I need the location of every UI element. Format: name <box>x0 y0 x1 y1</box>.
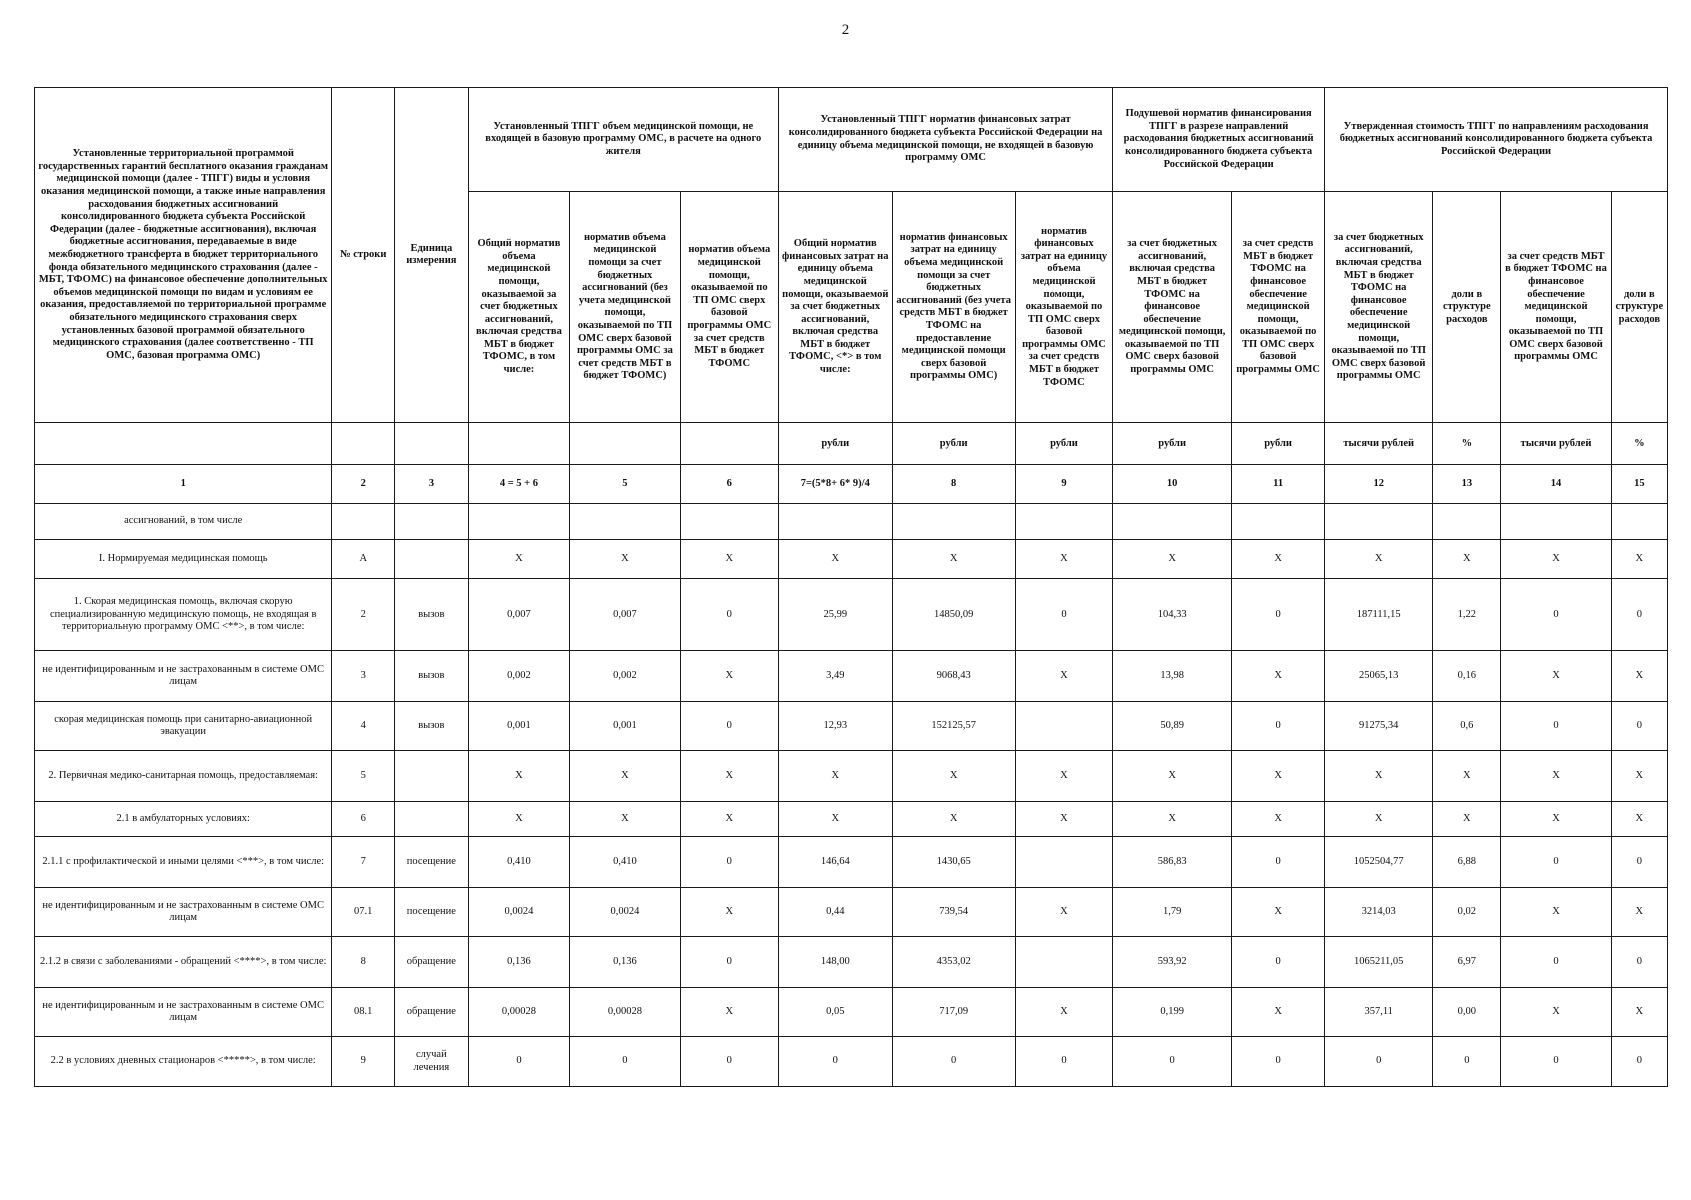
table-cell: 0,007 <box>570 579 680 651</box>
table-cell: 0 <box>1501 937 1611 988</box>
table-cell: Х <box>1015 539 1112 579</box>
table-row <box>35 937 1668 988</box>
table-cell: 1,22 <box>1433 579 1501 651</box>
header-sub: за счет средств МБТ в бюджет ТФОМС на финансовое обеспечение медицинской помощи, оказываемой по ТП ОМС сверх базовой программы ОМС <box>1232 192 1325 423</box>
table-cell: Х <box>1232 651 1325 702</box>
table-cell <box>395 801 469 836</box>
table-cell: 2 <box>332 579 395 651</box>
table-cell: 586,83 <box>1113 837 1232 888</box>
table-cell: Х <box>680 539 778 579</box>
table-cell: 0 <box>680 1037 778 1087</box>
table-cell: Х <box>1501 887 1611 936</box>
table-cell <box>1113 504 1232 539</box>
table-cell <box>1433 504 1501 539</box>
table-cell: 593,92 <box>1113 937 1232 988</box>
table-cell: Х <box>892 539 1015 579</box>
table-cell: 0,002 <box>468 651 570 702</box>
table-cell: 0 <box>1232 937 1325 988</box>
table-cell: 0,410 <box>468 837 570 888</box>
table-cell: случай лечения <box>395 1037 469 1087</box>
table-cell: вызов <box>395 579 469 651</box>
table-cell <box>395 539 469 579</box>
table-cell: вызов <box>395 651 469 702</box>
table-cell: 0 <box>1611 837 1667 888</box>
table-cell: 0,136 <box>468 937 570 988</box>
table-cell: 0 <box>1113 1037 1232 1087</box>
table-row <box>35 837 1668 888</box>
table-cell <box>680 504 778 539</box>
table-cell: 717,09 <box>892 987 1015 1036</box>
table-row <box>35 539 1668 579</box>
table-cell: Х <box>1113 751 1232 802</box>
table-cell: 0,007 <box>468 579 570 651</box>
row-label: 2. Первичная медико-санитарная помощь, предоставляемая: <box>35 751 332 802</box>
table-cell: 1430,65 <box>892 837 1015 888</box>
table-cell: Х <box>570 751 680 802</box>
table-cell <box>1325 504 1433 539</box>
header-sub: норматив объема медицинской помощи, оказываемой по ТП ОМС сверх базовой программы ОМС за счет средств МБТ в бюджет ТФОМС <box>680 192 778 423</box>
column-number: 4 = 5 + 6 <box>468 465 570 504</box>
table-cell: 152125,57 <box>892 701 1015 750</box>
table-cell: 357,11 <box>1325 987 1433 1036</box>
table-cell <box>1015 701 1112 750</box>
column-number: 3 <box>395 465 469 504</box>
row-label: не идентифицированным и не застрахованным в системе ОМС лицам <box>35 651 332 702</box>
table-cell: Х <box>1325 539 1433 579</box>
table-cell: Х <box>1501 651 1611 702</box>
column-number: 6 <box>680 465 778 504</box>
table-cell: Х <box>680 887 778 936</box>
unit-cell <box>570 423 680 465</box>
table-cell: 4 <box>332 701 395 750</box>
table-cell: 148,00 <box>778 937 892 988</box>
table-cell: Х <box>1232 801 1325 836</box>
table-cell: 0,199 <box>1113 987 1232 1036</box>
table-cell: 3 <box>332 651 395 702</box>
row-label: 2.1.1 с профилактической и иными целями <***>, в том числе: <box>35 837 332 888</box>
unit-cell <box>680 423 778 465</box>
table-row <box>35 579 1668 651</box>
unit-cell: рубли <box>778 423 892 465</box>
table-cell: 6,88 <box>1433 837 1501 888</box>
table-cell: Х <box>680 801 778 836</box>
table-cell: 0,410 <box>570 837 680 888</box>
table-cell: 5 <box>332 751 395 802</box>
column-number: 12 <box>1325 465 1433 504</box>
column-number: 5 <box>570 465 680 504</box>
table-cell: Х <box>1232 987 1325 1036</box>
table-cell: 0,00 <box>1433 987 1501 1036</box>
unit-cell: % <box>1433 423 1501 465</box>
table-row <box>35 801 1668 836</box>
table-cell <box>1501 504 1611 539</box>
table-cell: Х <box>1611 987 1667 1036</box>
table-cell: Х <box>680 987 778 1036</box>
row-label: 2.1 в амбулаторных условиях: <box>35 801 332 836</box>
unit-cell <box>395 423 469 465</box>
table-cell: Х <box>1015 651 1112 702</box>
table-cell: Х <box>1232 539 1325 579</box>
table-cell: 25065,13 <box>1325 651 1433 702</box>
table-cell: 1065211,05 <box>1325 937 1433 988</box>
table-cell: обращение <box>395 937 469 988</box>
row-label: не идентифицированным и не застрахованным в системе ОМС лицам <box>35 887 332 936</box>
table-cell: Х <box>468 751 570 802</box>
table-cell: Х <box>892 801 1015 836</box>
table-cell: Х <box>1113 539 1232 579</box>
table-cell: Х <box>1232 887 1325 936</box>
table-cell: 50,89 <box>1113 701 1232 750</box>
unit-cell: тысячи рублей <box>1501 423 1611 465</box>
unit-cell <box>468 423 570 465</box>
table-cell: 0,02 <box>1433 887 1501 936</box>
unit-cell: рубли <box>892 423 1015 465</box>
header-unit: Единица измерения <box>395 88 469 423</box>
table-cell: 0 <box>1501 837 1611 888</box>
table-cell: Х <box>1611 651 1667 702</box>
table-cell: 739,54 <box>892 887 1015 936</box>
table-row <box>35 751 1668 802</box>
table-cell: 0,001 <box>570 701 680 750</box>
table-cell: 0 <box>1611 701 1667 750</box>
header-sub: за счет средств МБТ в бюджет ТФОМС на финансовое обеспечение медицинской помощи, оказываемой по ТП ОМС сверх базовой программы ОМС <box>1501 192 1611 423</box>
table-cell: 3214,03 <box>1325 887 1433 936</box>
budget-table <box>34 87 1668 1087</box>
table-row <box>35 1037 1668 1087</box>
table-cell <box>1015 837 1112 888</box>
table-cell: 0 <box>680 579 778 651</box>
table-cell: Х <box>570 539 680 579</box>
table-cell: 07.1 <box>332 887 395 936</box>
table-cell: 0,002 <box>570 651 680 702</box>
table-cell: Х <box>1611 751 1667 802</box>
table-cell: Х <box>1325 801 1433 836</box>
table-cell: 0 <box>1015 1037 1112 1087</box>
column-number: 9 <box>1015 465 1112 504</box>
table-cell: вызов <box>395 701 469 750</box>
header-row-num: № строки <box>332 88 395 423</box>
table-cell: Х <box>1113 801 1232 836</box>
table-cell <box>395 504 469 539</box>
table-cell: 0,0024 <box>468 887 570 936</box>
table-cell: Х <box>1015 887 1112 936</box>
table-cell: 0,16 <box>1433 651 1501 702</box>
row-label: ассигнований, в том числе <box>35 504 332 539</box>
table-cell: 0 <box>1232 1037 1325 1087</box>
row-label: 2.2 в условиях дневных стационаров <*****>, в том числе: <box>35 1037 332 1087</box>
table-cell: Х <box>778 751 892 802</box>
header-sub: за счет бюджетных ассигнований, включая средства МБТ в бюджет ТФОМС на финансовое обеспечение медицинской помощи, оказываемой по ТП ОМС сверх базовой программы ОМС <box>1325 192 1433 423</box>
column-number: 2 <box>332 465 395 504</box>
table-cell: 13,98 <box>1113 651 1232 702</box>
header-sub: доли в структуре расходов <box>1611 192 1667 423</box>
unit-cell <box>35 423 332 465</box>
table-cell <box>570 504 680 539</box>
table-cell: 0 <box>1232 837 1325 888</box>
table-cell: 0 <box>680 937 778 988</box>
table-cell: 0 <box>1501 701 1611 750</box>
unit-cell: рубли <box>1015 423 1112 465</box>
table-cell: Х <box>1611 539 1667 579</box>
unit-cell: % <box>1611 423 1667 465</box>
table-cell: Х <box>1433 801 1501 836</box>
table-row <box>35 701 1668 750</box>
header-first-col: Установленные территориальной программой государственных гарантий бесплатного оказания гражданам медицинской помощи (далее - ТПГГ) виды и условия оказания медицинской помощи, а также иные направления расходования бюджетных ассигнований консолидированного бюджета субъекта Российской Федерации (далее - бюджетные ассигнования), включая бюджетные ассигнования, передаваемые в виде межбюджетного трансферта в бюджет территориального фонда обязательного медицинского страхования (далее - МБТ, ТФОМС) на финансовое обеспечение дополнительных объемов медицинской помощи по видам и условиям ее оказания, предоставляемой по территориальной программе обязательного медицинского страхования сверх установленных базовой программой обязательного медицинского страхования (далее соответственно - ТП ОМС, базовая программа ОМС) <box>35 88 332 423</box>
table-cell: 0,44 <box>778 887 892 936</box>
column-number: 14 <box>1501 465 1611 504</box>
table-cell <box>892 504 1015 539</box>
table-cell: посещение <box>395 837 469 888</box>
table-cell: 0,6 <box>1433 701 1501 750</box>
header-group-volume: Установленный ТПГГ объем медицинской помощи, не входящей в базовую программу ОМС, в расчете на одного жителя <box>468 88 778 192</box>
table-cell <box>395 751 469 802</box>
column-number: 1 <box>35 465 332 504</box>
row-label: не идентифицированным и не застрахованным в системе ОМС лицам <box>35 987 332 1036</box>
table-cell: Х <box>680 751 778 802</box>
table-cell: Х <box>570 801 680 836</box>
table-cell: 1052504,77 <box>1325 837 1433 888</box>
table-cell: посещение <box>395 887 469 936</box>
table-cell: 0 <box>680 701 778 750</box>
table-cell: 9068,43 <box>892 651 1015 702</box>
table-cell: 3,49 <box>778 651 892 702</box>
header-sub: доли в структуре расходов <box>1433 192 1501 423</box>
table-cell: 12,93 <box>778 701 892 750</box>
table-cell: 0,136 <box>570 937 680 988</box>
table-cell: Х <box>1433 539 1501 579</box>
table-cell: 0 <box>892 1037 1015 1087</box>
table-cell: 0 <box>1232 579 1325 651</box>
table-cell: 0 <box>570 1037 680 1087</box>
row-label: 2.1.2 в связи с заболеваниями - обращений <****>, в том числе: <box>35 937 332 988</box>
table-cell: Х <box>1611 887 1667 936</box>
unit-cell: рубли <box>1232 423 1325 465</box>
table-cell: Х <box>1501 801 1611 836</box>
column-number: 11 <box>1232 465 1325 504</box>
table-cell: 7 <box>332 837 395 888</box>
table-cell: 0 <box>468 1037 570 1087</box>
table-cell: Х <box>892 751 1015 802</box>
header-sub: норматив финансовых затрат на единицу объема медицинской помощи за счет бюджетных ассигнований (без учета средств МБТ в бюджет ТФОМС на предоставление медицинской помощи сверх базовой программы ОМС) <box>892 192 1015 423</box>
table-cell: 9 <box>332 1037 395 1087</box>
table-row <box>35 887 1668 936</box>
table-cell: 0,001 <box>468 701 570 750</box>
page-number: 2 <box>841 22 850 38</box>
table-cell: 146,64 <box>778 837 892 888</box>
column-number: 8 <box>892 465 1015 504</box>
table-cell: Х <box>1015 987 1112 1036</box>
table-cell: 0 <box>1611 1037 1667 1087</box>
table-cell: обращение <box>395 987 469 1036</box>
table-cell: 0,00028 <box>468 987 570 1036</box>
table-cell: 1,79 <box>1113 887 1232 936</box>
table-cell: 0 <box>1501 1037 1611 1087</box>
table-row <box>35 504 1668 539</box>
table-cell: Х <box>1501 987 1611 1036</box>
header-sub: норматив объема медицинской помощи за счет бюджетных ассигнований (без учета медицинской помощи, оказываемой по ТП ОМС сверх базовой программы ОМС за счет средств МБТ в бюджет ТФОМС) <box>570 192 680 423</box>
table-cell: 4353,02 <box>892 937 1015 988</box>
table-cell: 25,99 <box>778 579 892 651</box>
table-cell: 6,97 <box>1433 937 1501 988</box>
row-label: I. Нормируемая медицинская помощь <box>35 539 332 579</box>
table-cell <box>1232 504 1325 539</box>
table-cell <box>468 504 570 539</box>
table-cell: 0,00028 <box>570 987 680 1036</box>
table-cell: Х <box>468 801 570 836</box>
table-cell: Х <box>778 539 892 579</box>
table-cell: Х <box>778 801 892 836</box>
table-cell: 187111,15 <box>1325 579 1433 651</box>
column-number: 13 <box>1433 465 1501 504</box>
table-cell: 0 <box>1015 579 1112 651</box>
unit-cell: рубли <box>1113 423 1232 465</box>
table-cell: Х <box>1501 539 1611 579</box>
table-cell: 14850,09 <box>892 579 1015 651</box>
header-sub: норматив финансовых затрат на единицу объема медицинской помощи, оказываемой по ТП ОМС сверх базовой программы ОМС за счет средств МБТ в бюджет ТФОМС <box>1015 192 1112 423</box>
table-cell: 104,33 <box>1113 579 1232 651</box>
table-cell: Х <box>1433 751 1501 802</box>
table-cell: 08.1 <box>332 987 395 1036</box>
table-row <box>35 987 1668 1036</box>
column-number: 10 <box>1113 465 1232 504</box>
table-cell: Х <box>1232 751 1325 802</box>
table-cell: Х <box>1015 801 1112 836</box>
table-cell <box>778 504 892 539</box>
table-cell: 8 <box>332 937 395 988</box>
table-cell: 0,0024 <box>570 887 680 936</box>
table-cell: Х <box>1501 751 1611 802</box>
table-cell: 0 <box>778 1037 892 1087</box>
table-cell: 0,05 <box>778 987 892 1036</box>
column-number: 15 <box>1611 465 1667 504</box>
table-cell: 0 <box>1325 1037 1433 1087</box>
table-cell <box>1611 504 1667 539</box>
table-cell: Х <box>468 539 570 579</box>
table-cell: Х <box>1325 751 1433 802</box>
row-label: скорая медицинская помощь при санитарно-авиационной эвакуации <box>35 701 332 750</box>
header-sub: за счет бюджетных ассигнований, включая средства МБТ в бюджет ТФОМС на финансовое обеспечение медицинской помощи, оказываемой по ТП ОМС сверх базовой программы ОМС <box>1113 192 1232 423</box>
header-sub: Общий норматив объема медицинской помощи, оказываемой за счет бюджетных ассигнований, включая средства МБТ в бюджет ТФОМС, в том числе: <box>468 192 570 423</box>
table-cell: 0 <box>680 837 778 888</box>
table-cell: 0 <box>1433 1037 1501 1087</box>
table-cell: Х <box>1015 751 1112 802</box>
table-cell: 0 <box>1501 579 1611 651</box>
header-group-percapita: Подушевой норматив финансирования ТПГГ в разрезе направлений расходования бюджетных ассигнований консолидированного бюджета субъекта Российской Федерации <box>1113 88 1325 192</box>
table-cell <box>1015 937 1112 988</box>
table-cell: Х <box>1611 801 1667 836</box>
column-number: 7=(5*8+ 6* 9)/4 <box>778 465 892 504</box>
table-cell: 0 <box>1611 937 1667 988</box>
header-group-total: Утвержденная стоимость ТПГГ по направлениям расходования бюджетных ассигнований консолидированного бюджета субъекта Российской Федерации <box>1325 88 1668 192</box>
table-cell: 6 <box>332 801 395 836</box>
table-cell: 0 <box>1232 701 1325 750</box>
table-cell: Х <box>680 651 778 702</box>
unit-cell: тысячи рублей <box>1325 423 1433 465</box>
table-cell: 91275,34 <box>1325 701 1433 750</box>
table-cell: 0 <box>1611 579 1667 651</box>
row-label: 1. Скорая медицинская помощь, включая скорую специализированную медицинскую помощь, не входящая в территориальную программу ОМС <**>, в том числе: <box>35 579 332 651</box>
table-cell: А <box>332 539 395 579</box>
table-row <box>35 651 1668 702</box>
header-sub: Общий норматив финансовых затрат на единицу объема медицинской помощи, оказываемой за счет бюджетных ассигнований, включая средства МБТ в бюджет ТФОМС, <*> в том числе: <box>778 192 892 423</box>
table-cell <box>1015 504 1112 539</box>
unit-cell <box>332 423 395 465</box>
header-group-cost: Установленный ТПГГ норматив финансовых затрат консолидированного бюджета субъекта Российской Федерации на единицу объема медицинской помощи, не входящей в базовую программу ОМС <box>778 88 1112 192</box>
table-cell <box>332 504 395 539</box>
